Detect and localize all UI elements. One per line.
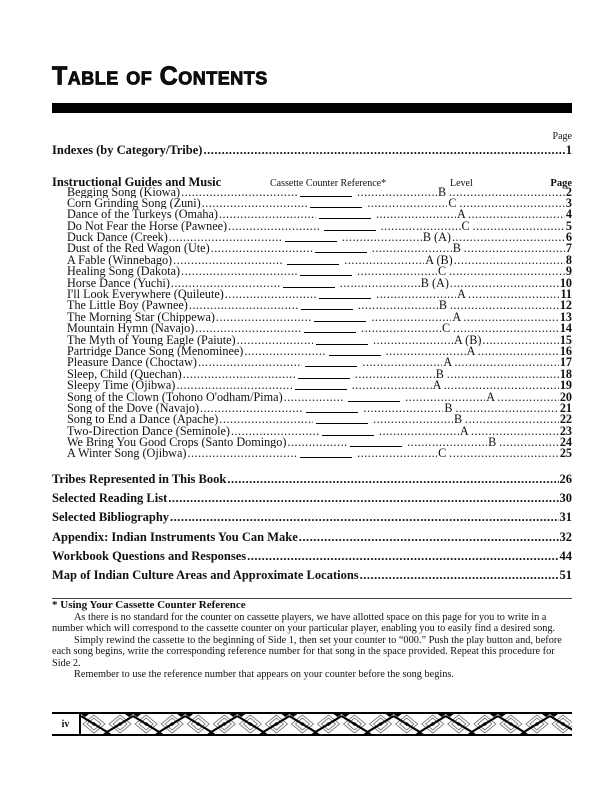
song-entry[interactable] <box>52 255 572 266</box>
toc-entry[interactable] <box>52 472 572 491</box>
song-page: 14 <box>559 323 572 335</box>
entry-label: Selected Reading List <box>52 491 168 506</box>
counter-reference-blank[interactable] <box>315 243 367 253</box>
section-heading: Instructional Guides and Music <box>52 174 222 189</box>
song-page: 15 <box>559 334 572 346</box>
dot-leader <box>176 380 291 391</box>
entry-page: 32 <box>559 529 572 544</box>
toc-entry[interactable] <box>52 530 572 549</box>
dot-leader <box>352 380 432 391</box>
song-title: Song of the Dove (Navajo) <box>67 402 199 415</box>
entry-label: Tribes Represented in This Book <box>52 471 227 486</box>
entry-page: 1 <box>565 143 572 157</box>
dot-leader <box>447 369 559 380</box>
song-level: A <box>486 391 496 403</box>
column-header-counter: Cassette Counter Reference* <box>270 177 387 189</box>
song-level: B <box>438 300 447 312</box>
counter-reference-blank[interactable] <box>316 414 368 424</box>
song-page: 21 <box>559 402 572 415</box>
song-title: Song to End a Dance (Apache) <box>67 414 219 426</box>
song-level: B <box>437 186 447 198</box>
dot-leader <box>216 312 311 323</box>
toc-entry-indexes[interactable] <box>52 143 572 163</box>
song-level: B (A) <box>420 277 449 290</box>
dot-leader <box>183 369 295 380</box>
dot-leader <box>379 426 459 437</box>
dot-leader <box>237 335 313 346</box>
song-page: 8 <box>565 254 572 267</box>
dot-leader <box>450 278 559 289</box>
dot-leader <box>287 437 347 448</box>
entry-label: Map of Indian Culture Areas and Approximate Locations <box>52 568 359 583</box>
song-level: C <box>438 448 447 460</box>
song-page: 19 <box>559 380 572 392</box>
column-header-level: Level <box>450 177 473 189</box>
counter-reference-blank[interactable] <box>310 198 362 208</box>
dot-leader <box>244 346 325 357</box>
dot-leader <box>171 278 280 289</box>
footnote-paragraph: Remember to use the reference number that appears on your counter before the song begins. <box>74 669 454 680</box>
song-title: Partridge Dance Song (Menominee) <box>67 345 244 358</box>
counter-reference-blank[interactable] <box>300 187 352 197</box>
song-list <box>52 187 572 460</box>
dot-leader <box>373 414 453 425</box>
dot-leader <box>202 198 308 209</box>
dot-leader <box>231 426 319 437</box>
column-header-page: Page <box>550 177 572 189</box>
dot-leader <box>482 335 558 346</box>
dot-leader <box>453 323 559 334</box>
song-page: 10 <box>559 277 572 290</box>
section-list <box>52 472 572 588</box>
dot-leader <box>168 491 558 506</box>
song-title: Dust of the Red Wagon (Ute) <box>67 243 210 255</box>
song-title: Do Not Fear the Horse (Pawnee) <box>67 220 228 233</box>
counter-reference-blank[interactable] <box>285 232 337 242</box>
song-page: 6 <box>565 232 572 244</box>
dot-leader <box>449 448 559 459</box>
dot-leader <box>468 209 565 220</box>
dot-leader <box>407 437 487 448</box>
song-title: Mountain Hymn (Navajo) <box>67 323 195 335</box>
song-entry[interactable] <box>52 232 572 243</box>
dot-leader <box>449 266 565 277</box>
song-entry[interactable] <box>52 312 572 323</box>
dot-leader <box>455 403 558 414</box>
dot-leader <box>371 312 451 323</box>
song-entry[interactable] <box>52 187 572 198</box>
footnote-paragraph: As there is no standard for the counter on cassette players, we have allotted space on this page for you to write in a number which will correspond to the cassette counter on your particular player, enabling you to easily find a desired song. <box>52 611 556 634</box>
song-title: Two-Direction Dance (Seminole) <box>67 425 230 438</box>
song-entry[interactable] <box>52 266 572 277</box>
song-entry[interactable] <box>52 380 572 391</box>
song-entry[interactable] <box>52 221 572 232</box>
dot-leader <box>357 187 437 198</box>
dot-leader <box>360 568 559 583</box>
counter-reference-blank[interactable] <box>300 266 352 276</box>
dot-leader <box>181 266 297 277</box>
dot-leader <box>342 232 422 243</box>
song-level: B <box>488 437 497 449</box>
song-level: A <box>452 311 462 324</box>
counter-reference-blank[interactable] <box>283 278 335 288</box>
song-title: Song of the Clown (Tohono O'odham/Pima) <box>67 391 283 403</box>
song-title: The Little Boy (Pawnee) <box>67 300 188 312</box>
song-page: 23 <box>559 425 572 438</box>
dot-leader <box>173 255 284 266</box>
dot-leader <box>471 426 559 437</box>
dot-leader <box>200 403 303 414</box>
dot-leader <box>468 289 559 300</box>
entry-label: Appendix: Indian Instruments You Can Make <box>52 529 298 544</box>
song-entry[interactable] <box>52 392 572 403</box>
song-entry[interactable] <box>52 335 572 346</box>
dot-leader <box>449 187 565 198</box>
dot-leader <box>363 403 443 414</box>
entry-page: 51 <box>559 568 572 583</box>
song-page: 25 <box>559 448 572 460</box>
dot-leader <box>203 143 564 158</box>
song-page: 20 <box>559 391 572 403</box>
toc-entry[interactable] <box>52 549 572 568</box>
dot-leader <box>373 335 453 346</box>
song-page: 7 <box>565 243 572 255</box>
dot-leader <box>219 209 316 220</box>
song-title: A Fable (Winnebago) <box>67 254 173 267</box>
dot-leader <box>198 357 302 368</box>
dot-leader <box>219 414 313 425</box>
song-level: B (A) <box>422 232 451 244</box>
song-page: 17 <box>559 357 572 369</box>
song-title: Sleepy Time (Ojibwa) <box>67 380 176 392</box>
dot-leader <box>189 300 298 311</box>
footnote <box>52 600 574 681</box>
song-title: Healing Song (Dakota) <box>67 266 181 278</box>
song-entry[interactable] <box>52 278 572 289</box>
song-entry[interactable] <box>52 426 572 437</box>
song-level: C <box>448 197 457 210</box>
song-entry[interactable] <box>52 403 572 414</box>
song-level: A (B) <box>425 254 453 267</box>
instructional-header <box>52 175 572 187</box>
dot-leader <box>405 392 485 403</box>
dot-leader <box>357 266 437 277</box>
dot-leader <box>376 289 456 300</box>
song-page: 16 <box>559 345 572 358</box>
song-title: We Bring You Good Crops (Santo Domingo) <box>67 437 287 449</box>
counter-reference-blank[interactable] <box>287 255 339 265</box>
dot-leader <box>454 255 565 266</box>
page-column-header: Page <box>552 131 572 142</box>
dot-leader <box>459 198 565 209</box>
song-level: B <box>452 243 461 255</box>
song-entry[interactable] <box>52 437 572 448</box>
song-title: Duck Dance (Creek) <box>67 232 168 244</box>
song-page: 3 <box>565 197 572 210</box>
dot-leader <box>497 392 559 403</box>
entry-label: Indexes (by Category/Tribe) <box>52 143 203 157</box>
dot-leader <box>340 278 420 289</box>
song-page: 11 <box>560 289 572 301</box>
song-page: 18 <box>559 368 572 381</box>
counter-reference-blank[interactable] <box>298 369 350 379</box>
dot-leader <box>355 369 435 380</box>
footnote-paragraph: Simply rewind the cassette to the beginning of Side 1, then set your counter to “000.” Push the play button and, before each song begins, write the corresponding reference number for that song in the space provided. Repeat this procedure for Side 2. <box>52 634 562 669</box>
song-title: The Morning Star (Chippewa) <box>67 311 215 324</box>
counter-reference-blank[interactable] <box>300 448 352 458</box>
song-page: 12 <box>559 300 572 312</box>
dot-leader <box>381 221 461 232</box>
dot-leader <box>284 392 346 403</box>
song-page: 9 <box>565 266 572 278</box>
song-level: B <box>454 414 463 426</box>
song-page: 4 <box>565 209 572 221</box>
song-level: C <box>461 220 470 233</box>
dot-leader <box>367 198 447 209</box>
song-level: A <box>432 380 442 392</box>
song-entry[interactable] <box>52 414 572 425</box>
song-level: A <box>466 345 476 358</box>
song-entry[interactable] <box>52 369 572 380</box>
table-of-contents <box>52 131 572 588</box>
dot-leader <box>463 312 558 323</box>
decorative-border-band <box>52 712 572 736</box>
page-number: iv <box>52 714 81 734</box>
dot-leader <box>386 346 466 357</box>
dot-leader <box>169 232 282 243</box>
footnote-heading: * Using Your Cassette Counter Reference <box>52 599 246 611</box>
dot-leader <box>444 380 559 391</box>
dot-leader <box>362 357 442 368</box>
song-level: A <box>443 357 453 369</box>
counter-reference-blank[interactable] <box>324 221 376 231</box>
song-level: A (B) <box>453 334 482 346</box>
entry-page: 30 <box>559 491 572 506</box>
song-level: C <box>442 323 451 335</box>
song-entry[interactable] <box>52 448 572 459</box>
dot-leader <box>376 209 456 220</box>
dot-leader <box>170 510 558 525</box>
song-level: B <box>435 368 444 381</box>
song-entry[interactable] <box>52 209 572 220</box>
entry-label: Selected Bibliography <box>52 510 170 525</box>
dot-leader <box>361 323 441 334</box>
song-level: C <box>437 266 447 278</box>
dot-leader <box>181 187 297 198</box>
song-entry[interactable] <box>52 323 572 334</box>
toc-entry[interactable] <box>52 568 572 587</box>
diamond-pattern-icon <box>81 714 572 734</box>
song-level: A <box>456 209 466 221</box>
dot-leader <box>195 323 301 334</box>
song-level: B <box>444 402 453 415</box>
title-rule <box>52 103 572 113</box>
song-title: Horse Dance (Yuchi) <box>67 277 170 290</box>
dot-leader <box>344 255 424 266</box>
toc-entry[interactable] <box>52 491 572 510</box>
counter-reference-blank[interactable] <box>329 346 381 356</box>
song-entry[interactable] <box>52 243 572 254</box>
dot-leader <box>499 437 559 448</box>
dot-leader <box>299 530 559 545</box>
entry-page: 26 <box>559 471 572 486</box>
dot-leader <box>227 472 558 487</box>
dot-leader <box>357 448 437 459</box>
dot-leader <box>372 243 452 254</box>
song-level: A <box>459 425 469 438</box>
page-title: Table of Contents <box>52 61 268 91</box>
entry-label: Workbook Questions and Responses <box>52 549 247 564</box>
dot-leader <box>478 346 559 357</box>
counter-reference-blank[interactable] <box>319 209 371 219</box>
counter-reference-blank[interactable] <box>348 392 400 402</box>
song-page: 13 <box>559 311 572 324</box>
song-page: 2 <box>565 186 572 198</box>
song-entry[interactable] <box>52 357 572 368</box>
dot-leader <box>187 448 297 459</box>
dot-leader <box>211 243 312 254</box>
song-title: Sleep, Child (Quechan) <box>67 368 182 381</box>
counter-reference-blank[interactable] <box>306 403 358 413</box>
dot-leader <box>225 289 316 300</box>
counter-reference-blank[interactable] <box>305 357 357 367</box>
dot-leader <box>228 221 320 232</box>
song-entry[interactable] <box>52 300 572 311</box>
song-entry[interactable] <box>52 198 572 209</box>
dot-leader <box>454 357 558 368</box>
counter-reference-blank[interactable] <box>295 380 347 390</box>
song-title: Corn Grinding Song (Zuni) <box>67 197 201 210</box>
song-entry[interactable] <box>52 346 572 357</box>
song-title: A Winter Song (Ojibwa) <box>67 448 187 460</box>
song-page: 5 <box>565 220 572 233</box>
dot-leader <box>358 300 438 311</box>
song-title: Pleasure Dance (Choctaw) <box>67 357 197 369</box>
counter-reference-blank[interactable] <box>322 426 374 436</box>
song-entry[interactable] <box>52 289 572 300</box>
counter-reference-blank[interactable] <box>301 300 353 310</box>
dot-leader <box>473 221 565 232</box>
song-level: A <box>457 289 466 301</box>
song-page: 24 <box>559 437 572 449</box>
counter-reference-blank[interactable] <box>350 437 402 447</box>
dot-leader <box>247 549 558 564</box>
dot-leader <box>464 243 565 254</box>
counter-reference-blank[interactable] <box>316 335 368 345</box>
entry-page: 44 <box>559 549 572 564</box>
dot-leader <box>465 414 559 425</box>
counter-reference-blank[interactable] <box>304 323 356 333</box>
song-title: Dance of the Turkeys (Omaha) <box>67 209 218 221</box>
song-title: Begging Song (Kiowa) <box>67 186 181 198</box>
entry-page: 31 <box>559 510 572 525</box>
toc-entry[interactable] <box>52 510 572 529</box>
dot-leader <box>452 232 565 243</box>
dot-leader <box>450 300 559 311</box>
song-page: 22 <box>559 414 572 426</box>
counter-reference-blank[interactable] <box>319 289 371 299</box>
song-title: I'll Look Everywhere (Quileute) <box>67 289 224 301</box>
counter-reference-blank[interactable] <box>314 312 366 322</box>
song-title: The Myth of Young Eagle (Paiute) <box>67 334 236 346</box>
